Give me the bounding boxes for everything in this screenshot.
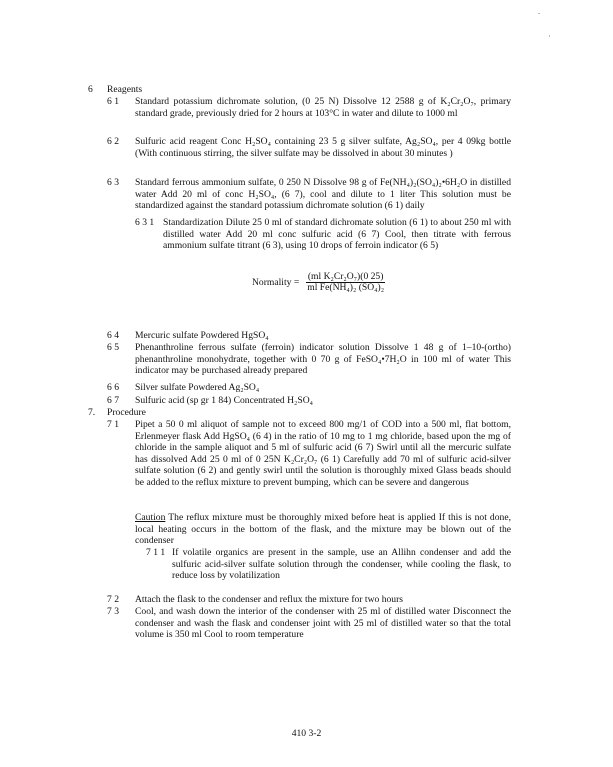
section-6-number: 6 (88, 84, 93, 95)
item-6-4-text: Mercuric sulfate Powdered HgSO₄ (135, 330, 269, 341)
item-6-6-text: Silver sulfate Powdered Ag₂SO₄ (135, 382, 260, 393)
item-6-3-1-number: 6 3 1 (135, 217, 155, 228)
item-6-3-1-text: Standardization Dilute 25 0 ml of standard dichromate solution (6 1) to about 250 ml with distilled water Add 20 ml conc sulfuric acid (6 7) Cool, then titrate with ferrous ammonium sulfate titrant (6 3), using 10 drops of ferroin indicator (6 5) (163, 217, 511, 252)
formula-denominator: ml Fe(NH₄)₂ (SO₄)₂ (307, 282, 385, 293)
step-7-1-1-text: If volatile organics are present in the sample, use an Allihn condenser and add the sulfuric acid-silver sulfate solution through the condenser, while cooling the flask, to reduce loss by volatilization (172, 547, 511, 582)
item-6-6-number: 6 6 (107, 382, 119, 393)
item-6-7-text: Sulfuric acid (sp gr 1 84) Concentrated H₂SO₄ (135, 395, 314, 406)
scan-speck (538, 13, 540, 14)
formula-fraction (305, 272, 386, 293)
formula-numerator: (ml K₂Cr₂O₇)(0 25) (307, 271, 384, 282)
step-7-1-1-number: 7 1 1 (146, 547, 166, 558)
item-6-1-text: Standard potassium dichromate solution, (0 25 N) Dissolve 12 2588 g of K₂Cr₂O₇, primary standard grade, previously dried for 2 hours at 103°C in water and dilute to 1000 ml (135, 96, 511, 119)
item-6-2-text: Sulfuric acid reagent Conc H₂SO₄ containing 23 5 g silver sulfate, Ag₂SO₄, per 4 09kg bottle (With continuous stirring, the silver sulfate may be dissolved in about 30 minutes ) (135, 136, 511, 159)
section-6-title: Reagents (107, 84, 143, 95)
item-6-3-text: Standard ferrous ammonium sulfate, 0 250 N Dissolve 98 g of Fe(NH₄)₂(SO₄)₂•6H₂O in distilled water Add 20 ml of conc H₂SO₄, (6 7), cool and dilute to 1 liter This solution must be standardized against the standard potassium dichromate solution (6 1) daily (135, 177, 511, 212)
scan-speck (549, 35, 550, 37)
item-6-4-number: 6 4 (107, 330, 119, 341)
item-6-3-number: 6 3 (107, 177, 119, 188)
item-6-5-number: 6 5 (107, 342, 119, 353)
item-6-1-number: 6 1 (107, 96, 119, 107)
caution-paragraph (135, 512, 511, 547)
section-7-number: 7. (88, 407, 96, 418)
step-7-2-number: 7 2 (107, 594, 119, 605)
step-7-1-number: 7 1 (107, 419, 119, 430)
formula-lhs: Normality = (252, 276, 300, 288)
item-6-2-number: 6 2 (107, 136, 119, 147)
caution-text: The reflux mixture must be thoroughly mixed before heat is applied If this is not done, local heating occurs in the bottom of the flask, and the mixture may be blown out of the condenser (135, 512, 511, 547)
step-7-3-text: Cool, and wash down the interior of the condenser with 25 ml of distilled water Disconnect the condenser and wash the flask and condenser joint with 25 ml of distilled water so that the total volume is 350 ml Cool to room temperature (135, 606, 511, 641)
step-7-1-text: Pipet a 50 0 ml aliquot of sample not to exceed 800 mg/1 of COD into a 500 ml, flat bottom, Erlenmeyer flask Add HgSO₄ (6 4) in the ratio of 10 mg to 1 mg chloride, based upon the mg of chloride in the sample aliquot and 5 ml of sulfuric acid (6 7) Swirl until all the mercuric sulfate has dissolved Add 25 0 ml of 0 25N K₂Cr₂O₇ (6 1) Carefully add 70 ml of sulfuric acid-silver sulfate solution (6 2) and gently swirl until the solution is thoroughly mixed Glass beads should be added to the reflux mixture to prevent bumping, which can be severe and dangerous (135, 419, 511, 488)
step-7-3-number: 7 3 (107, 606, 119, 617)
normality-formula (252, 272, 386, 293)
section-7-title: Procedure (107, 407, 146, 418)
item-6-7-number: 6 7 (107, 395, 119, 406)
page-footer: 410 3-2 (291, 728, 322, 739)
item-6-5-text: Phenanthroline ferrous sulfate (ferroin) indicator solution Dissolve 1 48 g of 1–10-(ortho) phenanthroline monohydrate, together with 0 70 g of FeSO₄•7H₂O in 100 ml of water This indicator may be purchased already prepared (135, 342, 511, 377)
step-7-2-text: Attach the flask to the condenser and reflux the mixture for two hours (135, 594, 404, 605)
caution-label: Caution (135, 512, 166, 523)
